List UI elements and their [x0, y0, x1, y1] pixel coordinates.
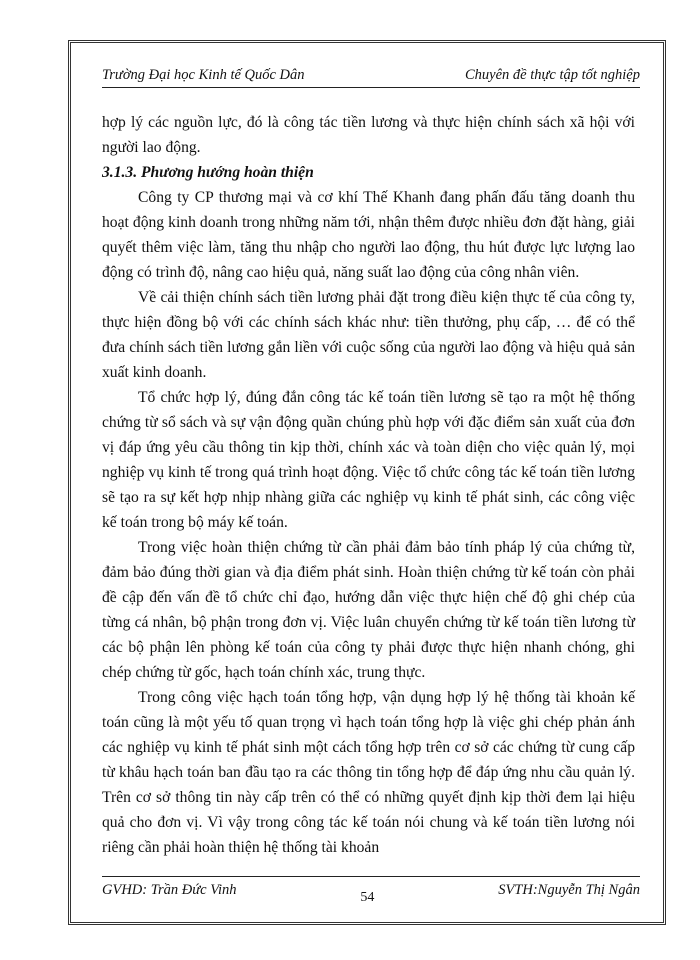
page-footer	[102, 876, 640, 905]
body-paragraph-5: Trong công việc hạch toán tổng hợp, vận dụng hợp lý hệ thống tài khoản kế toán cũng là một yếu tố quan trọng vì hạch toán tổng hợp là việc ghi chép phản ánh các nghiệp vụ kinh tế phát sinh một cách tổng hợp trên cơ sở các chứng từ cung cấp từ khâu hạch toán ban đầu tạo ra các thông tin tổng hợp để đáp ứng nhu cầu quản lý. Trên cơ sở thông tin này cấp trên có thể có những quyết định kịp thời đem lại hiệu quả cho đơn vị. Vì vậy trong công tác kế toán nói chung và kế toán tiền lương nói riêng cần phải hoàn thiện hệ thống tài khoản	[102, 689, 635, 856]
page-header	[102, 62, 640, 88]
footer-advisor: GVHD: Trần Đức Vinh	[102, 882, 237, 898]
page-body	[102, 110, 635, 860]
header-university: Trường Đại học Kinh tế Quốc Dân	[102, 67, 305, 83]
body-paragraph-3: Tổ chức hợp lý, đúng đắn công tác kế toán tiền lương sẽ tạo ra một hệ thống chứng từ sổ sách và sự vận động quần chúng phù hợp với đặc điểm sản xuất của đơn vị đáp ứng yêu cầu thông tin kịp thời, chính xác và toàn diện cho việc quản lý, mọi nghiệp vụ kinh tế trong quá trình hoạt động. Việc tổ chức công tác kế toán tiền lương sẽ tạo ra sự kết hợp nhịp nhàng giữa các nghiệp vụ kinh tế phát sinh, các công việc kế toán trong bộ máy kế toán.	[102, 389, 635, 531]
footer-student: SVTH:Nguyễn Thị Ngân	[498, 882, 640, 898]
body-paragraph-2: Về cải thiện chính sách tiền lương phải đặt trong điều kiện thực tế của công ty, thực hiện đồng bộ với các chính sách khác như: tiền thưởng, phụ cấp, … để có thể đưa chính sách tiền lương gắn liền với cuộc sống của người lao động và hiệu quả sản xuất kinh doanh.	[102, 289, 635, 381]
header-report-type: Chuyên đề thực tập tốt nghiệp	[464, 67, 640, 83]
page-number: 54	[360, 890, 375, 905]
intro-paragraph: hợp lý các nguồn lực, đó là công tác tiền lương và thực hiện chính sách xã hội với người lao động.	[102, 114, 635, 156]
body-paragraph-4: Trong việc hoàn thiện chứng từ cần phải đảm bảo tính pháp lý của chứng từ, đảm bảo đúng thời gian và địa điểm phát sinh. Hoàn thiện chứng từ kế toán còn phải đề cập đến vấn đề tổ chức chỉ đạo, hướng dẫn việc thực hiện chế độ ghi chép của từng cá nhân, bộ phận trong đơn vị. Việc luân chuyển chứng từ kế toán tiền lương từ các bộ phận lên phòng kế toán của công ty phải được thực hiện nhanh chóng, ghi chép chứng từ gốc, hạch toán chính xác, trung thực.	[102, 539, 635, 681]
section-heading: 3.1.3. Phương hướng hoàn thiện	[102, 164, 314, 181]
body-paragraph-1: Công ty CP thương mại và cơ khí Thế Khanh đang phấn đấu tăng doanh thu hoạt động kinh doanh trong những năm tới, nhận thêm được nhiều đơn đặt hàng, giải quyết thêm việc làm, tăng thu nhập cho người lao động, thu hút được lực lượng lao động có trình độ, nâng cao hiệu quả, năng suất lao động của công nhân viên.	[102, 189, 635, 281]
